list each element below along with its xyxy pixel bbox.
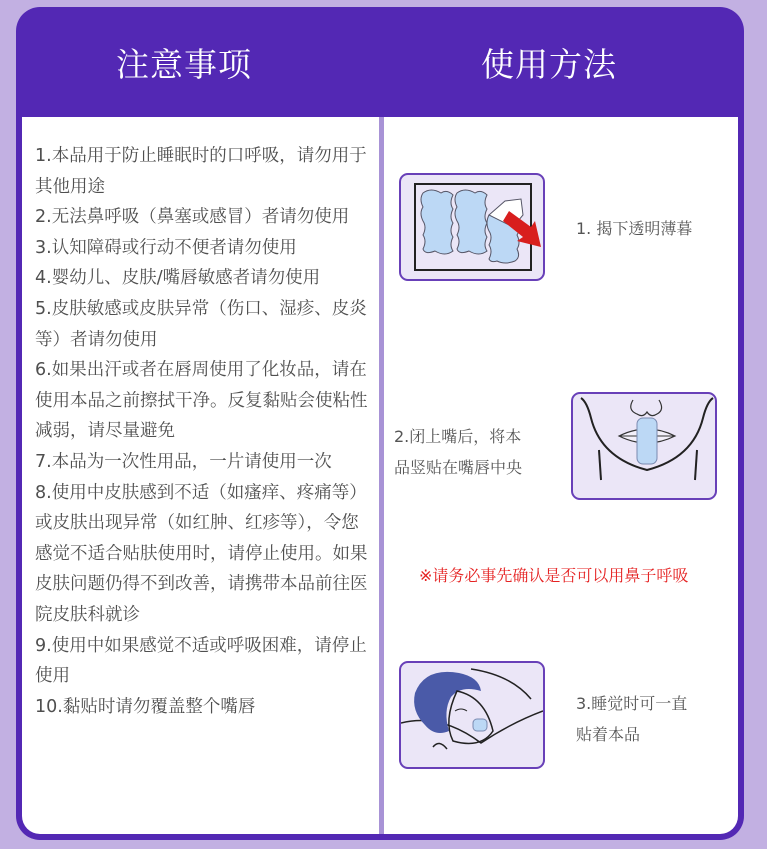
step-2-text-line: 2.闭上嘴后，将本 <box>394 427 522 446</box>
precaution-item: 7.本品为一次性用品，一片请使用一次 <box>35 451 332 472</box>
step-2-text-line: 品竖贴在嘴唇中央 <box>394 458 523 477</box>
precaution-item: 4.婴幼儿、皮肤/嘴唇敏感者请勿使用 <box>35 268 321 289</box>
precaution-item: 9.使用中如果感觉不适或呼吸困难，请停止使用 <box>35 635 367 687</box>
precaution-item: 2.无法鼻呼吸（鼻塞或感冒）者请勿使用 <box>35 207 350 228</box>
step-3-text-line: 贴着本品 <box>576 725 641 744</box>
instructions-card <box>16 7 744 840</box>
apply-strip-illustration <box>571 392 717 500</box>
precaution-item: 6.如果出汗或者在唇周使用了化妆品，请在使用本品之前擦拭干净。反复黏贴会使粘性减弱，请尽量避免 <box>35 360 368 442</box>
step-1-text: 1. 揭下透明薄暮 <box>576 219 693 238</box>
peel-film-illustration <box>399 173 545 281</box>
sleeping-illustration <box>399 661 545 769</box>
nose-breathing-warning: ※请务必事先确认是否可以用鼻子呼吸 <box>419 566 689 585</box>
precaution-item: 5.皮肤敏感或皮肤异常（伤口、湿疹、皮炎等）者请勿使用 <box>35 298 367 350</box>
content-panel <box>22 117 738 834</box>
step-3-text <box>576 688 687 750</box>
precaution-item: 1.本品用于防止睡眠时的口呼吸，请勿用于其他用途 <box>35 146 367 197</box>
usage-title: 使用方法 <box>481 45 617 84</box>
precautions-list <box>35 141 375 722</box>
precaution-item: 10.黏贴时请勿覆盖整个嘴唇 <box>35 696 256 717</box>
step-3-text-line: 3.睡觉时可一直 <box>576 694 688 713</box>
card-header <box>16 7 744 117</box>
precaution-item: 3.认知障碍或行动不便者请勿使用 <box>35 237 297 258</box>
precaution-item: 8.使用中皮肤感到不适（如瘙痒、疼痛等）或皮肤出现异常（如红肿、红疹等），令您感觉不适合贴肤使用时，请停止使用。如果皮肤问题仍得不到改善，请携带本品前往医院皮肤科就诊 <box>35 482 368 625</box>
column-divider <box>379 117 384 834</box>
precautions-title: 注意事项 <box>116 45 252 84</box>
step-2-text <box>394 421 522 483</box>
